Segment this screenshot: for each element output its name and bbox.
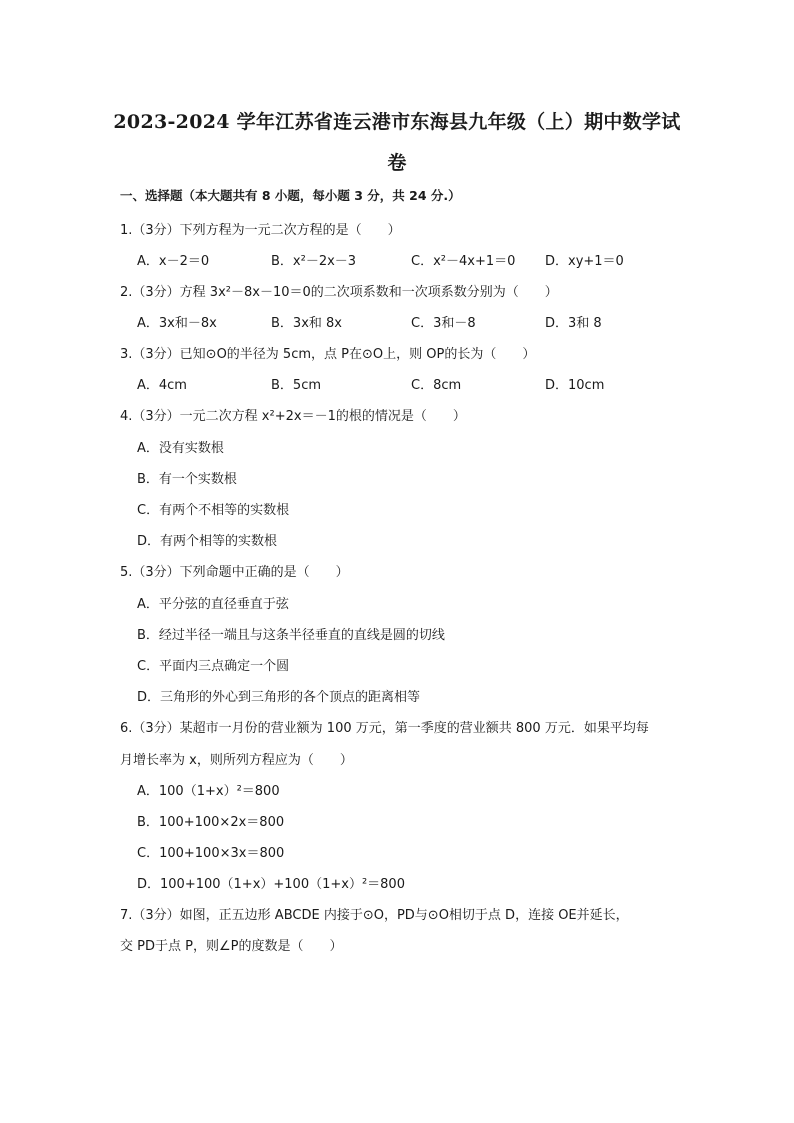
question-5-option-a: A．平分弦的直径垂直于弦: [137, 597, 289, 612]
question-2-option-d: D．3和 8: [545, 316, 602, 331]
question-6-stem-line2: 月增长率为 x，则所列方程应为（ ）: [120, 753, 353, 768]
question-6-option-c: C．100+100×3x＝800: [137, 846, 285, 861]
question-2-stem: 2.（3分）方程 3x²－8x－10＝0的二次项系数和一次项系数分别为（ ）: [120, 285, 558, 300]
question-3-stem: 3.（3分）已知⊙O的半径为 5cm，点 P在⊙O上，则 OP的长为（ ）: [120, 347, 536, 362]
question-3-option-d: D．10cm: [545, 378, 605, 393]
page-title: 2023-2024 学年江苏省连云港市东海县九年级（上）期中数学试: [113, 111, 681, 133]
question-3-option-b: B．5cm: [271, 378, 322, 393]
question-1-option-d: D．xy+1＝0: [545, 254, 624, 269]
question-2-option-c: C．3和－8: [411, 316, 476, 331]
question-3-option-c: C．8cm: [411, 378, 462, 393]
question-5-option-b: B．经过半径一端且与这条半径垂直的直线是圆的切线: [137, 628, 445, 643]
question-4-option-b: B．有一个实数根: [137, 472, 237, 487]
question-6-option-d: D．100+100（1+x）+100（1+x）²＝800: [137, 877, 405, 892]
question-6-stem-line1: 6.（3分）某超市一月份的营业额为 100 万元，第一季度的营业额共 800 万元．如果平均每: [120, 721, 649, 736]
question-5-option-c: C．平面内三点确定一个圆: [137, 659, 290, 674]
question-1-option-a: A．x－2＝0: [137, 254, 210, 269]
question-6-option-a: A．100（1+x）²＝800: [137, 784, 280, 799]
question-3-option-a: A．4cm: [137, 378, 187, 393]
question-5-stem: 5.（3分）下列命题中正确的是（ ）: [120, 565, 349, 580]
question-6-option-b: B．100+100×2x＝800: [137, 815, 285, 830]
question-1-stem: 1.（3分）下列方程为一元二次方程的是（ ）: [120, 223, 401, 238]
section-heading: 一、选择题（本大题共有 8 小题，每小题 3 分，共 24 分.）: [120, 188, 461, 203]
question-5-option-d: D．三角形的外心到三角形的各个顶点的距离相等: [137, 690, 421, 705]
page-title-continued: 卷: [387, 152, 407, 174]
question-7-stem-line2: 交 PD于点 P，则∠P的度数是（ ）: [120, 939, 343, 954]
question-4-option-d: D．有两个相等的实数根: [137, 534, 278, 549]
question-1-option-b: B．x²－2x－3: [271, 254, 357, 269]
question-4-option-a: A．没有实数根: [137, 441, 224, 456]
question-1-option-c: C．x²－4x+1＝0: [411, 254, 516, 269]
question-2-option-a: A．3x和－8x: [137, 316, 217, 331]
question-4-option-c: C．有两个不相等的实数根: [137, 503, 290, 518]
question-7-stem-line1: 7.（3分）如图，正五边形 ABCDE 内接于⊙O，PD与⊙O相切于点 D，连接 OE并延长，: [120, 908, 629, 923]
question-2-option-b: B．3x和 8x: [271, 316, 342, 331]
question-4-stem: 4.（3分）一元二次方程 x²+2x＝－1的根的情况是（ ）: [120, 409, 466, 424]
